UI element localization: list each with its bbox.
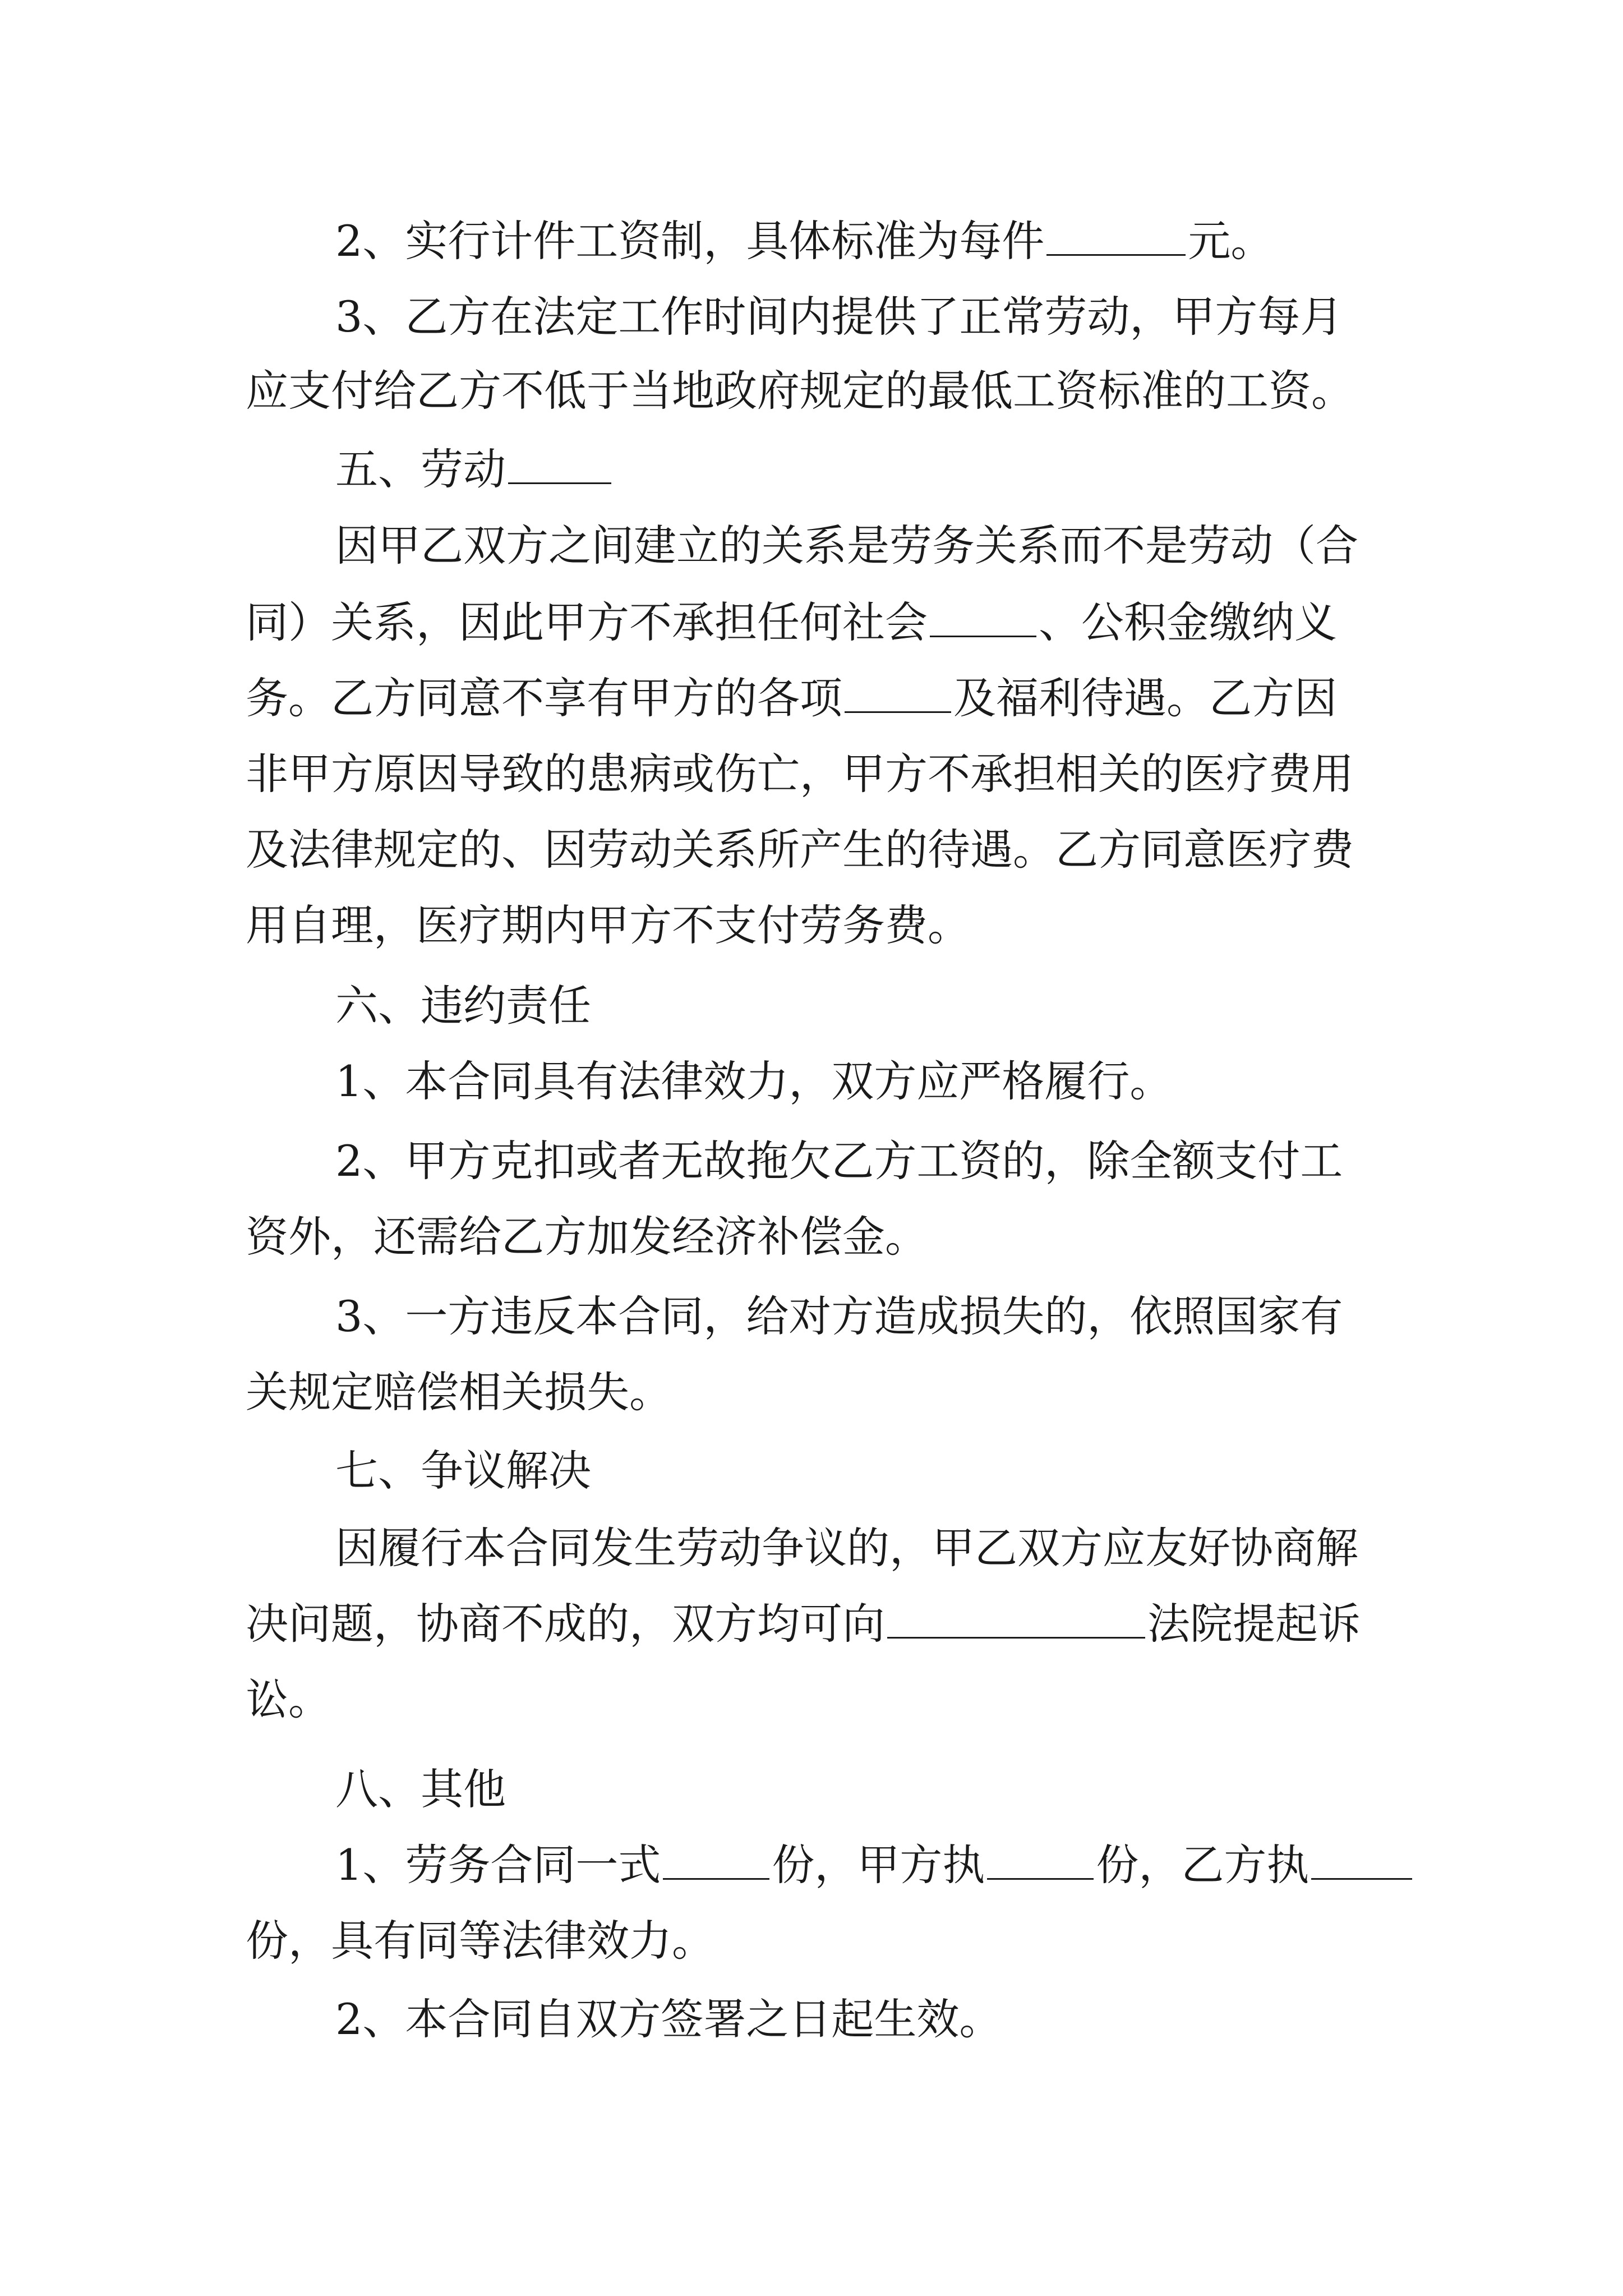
paragraph-line [246, 1206, 928, 1268]
line-text: 2、本合同自双方签署之日起生效。 [335, 1994, 1002, 2044]
fill-blank [887, 1602, 1145, 1639]
line-text: 3、一方违反本合同，给对方造成损失的，依照国家有 [335, 1291, 1343, 1341]
line-text: 六、违约责任 [335, 981, 591, 1030]
paragraph-line [335, 286, 1343, 348]
line-text: 份，具有同等法律效力。 [246, 1916, 714, 1966]
line-text: 八、其他 [335, 1764, 506, 1814]
fill-blank [930, 601, 1036, 637]
line-text: 讼。 [246, 1674, 331, 1724]
line-text: 及福利待遇。乙方因 [953, 673, 1337, 723]
line-text: 七、争议解决 [335, 1446, 591, 1496]
line-text: 份，甲方执 [772, 1840, 985, 1890]
fill-blank [508, 448, 611, 484]
line-text: 2、实行计件工资制，具体标准为每件 [335, 216, 1045, 266]
line-text: 关规定赔偿相关损失。 [246, 1367, 672, 1417]
line-text: 用自理，医疗期内甲方不支付劳务费。 [246, 900, 970, 950]
line-text: 及法律规定的、因劳动关系所产生的待遇。乙方同意医疗费 [246, 825, 1354, 875]
line-text: 份，乙方执 [1096, 1840, 1310, 1890]
section-heading [335, 975, 591, 1037]
fill-blank [1046, 219, 1186, 256]
section-heading [335, 1440, 591, 1502]
paragraph-line [246, 1361, 672, 1423]
paragraph-line [335, 1130, 1343, 1192]
paragraph-line [335, 1051, 1172, 1112]
line-text: 务。乙方同意不享有甲方的各项 [246, 673, 842, 723]
line-text: 同）关系，因此甲方不承担任何社会 [246, 597, 928, 647]
line-text: 1、本合同具有法律效力，双方应严格履行。 [335, 1056, 1173, 1106]
line-text: 因履行本合同发生劳动争议的，甲乙双方应友好协商解 [335, 1523, 1358, 1573]
paragraph-line [335, 1286, 1343, 1347]
line-text: 、公积金缴纳义 [1039, 597, 1337, 647]
paragraph-line [335, 210, 1273, 272]
paragraph-line [335, 515, 1358, 577]
line-text: 因甲乙双方之间建立的关系是劳务关系而不是劳动（合 [335, 521, 1358, 570]
paragraph-line [246, 895, 970, 956]
section-heading [335, 1759, 506, 1820]
line-text: 元。 [1188, 216, 1274, 266]
paragraph-line [335, 1517, 1358, 1579]
fill-blank [845, 677, 951, 713]
line-text: 法院提起诉 [1147, 1599, 1361, 1649]
fill-blank [987, 1843, 1094, 1880]
paragraph-line [246, 592, 1337, 654]
section-heading [335, 439, 614, 500]
line-text: 决问题，协商不成的，双方均可向 [246, 1599, 885, 1649]
line-text: 非甲方原因导致的患病或伤亡，甲方不承担相关的医疗费用 [246, 749, 1354, 799]
line-text: 资外，还需给乙方加发经济补偿金。 [246, 1212, 928, 1262]
line-text: 3、乙方在法定工作时间内提供了正常劳动，甲方每月 [335, 292, 1343, 342]
paragraph-line [246, 819, 1354, 881]
fill-blank [1311, 1843, 1412, 1880]
paragraph-line [246, 743, 1354, 805]
line-text: 1、劳务合同一式 [335, 1840, 661, 1890]
line-text: 2、甲方克扣或者无故拖欠乙方工资的，除全额支付工 [335, 1136, 1343, 1186]
paragraph-line [246, 360, 1354, 422]
line-text: 五、劳动 [335, 444, 506, 494]
paragraph-line [246, 668, 1337, 729]
fill-blank [663, 1843, 769, 1880]
paragraph-line [246, 1910, 714, 1972]
paragraph-line [335, 1989, 1002, 2050]
paragraph-line [246, 1593, 1361, 1655]
line-text: 应支付给乙方不低于当地政府规定的最低工资标准的工资。 [246, 366, 1354, 416]
paragraph-line [335, 1834, 1414, 1896]
paragraph-line [246, 1669, 331, 1731]
